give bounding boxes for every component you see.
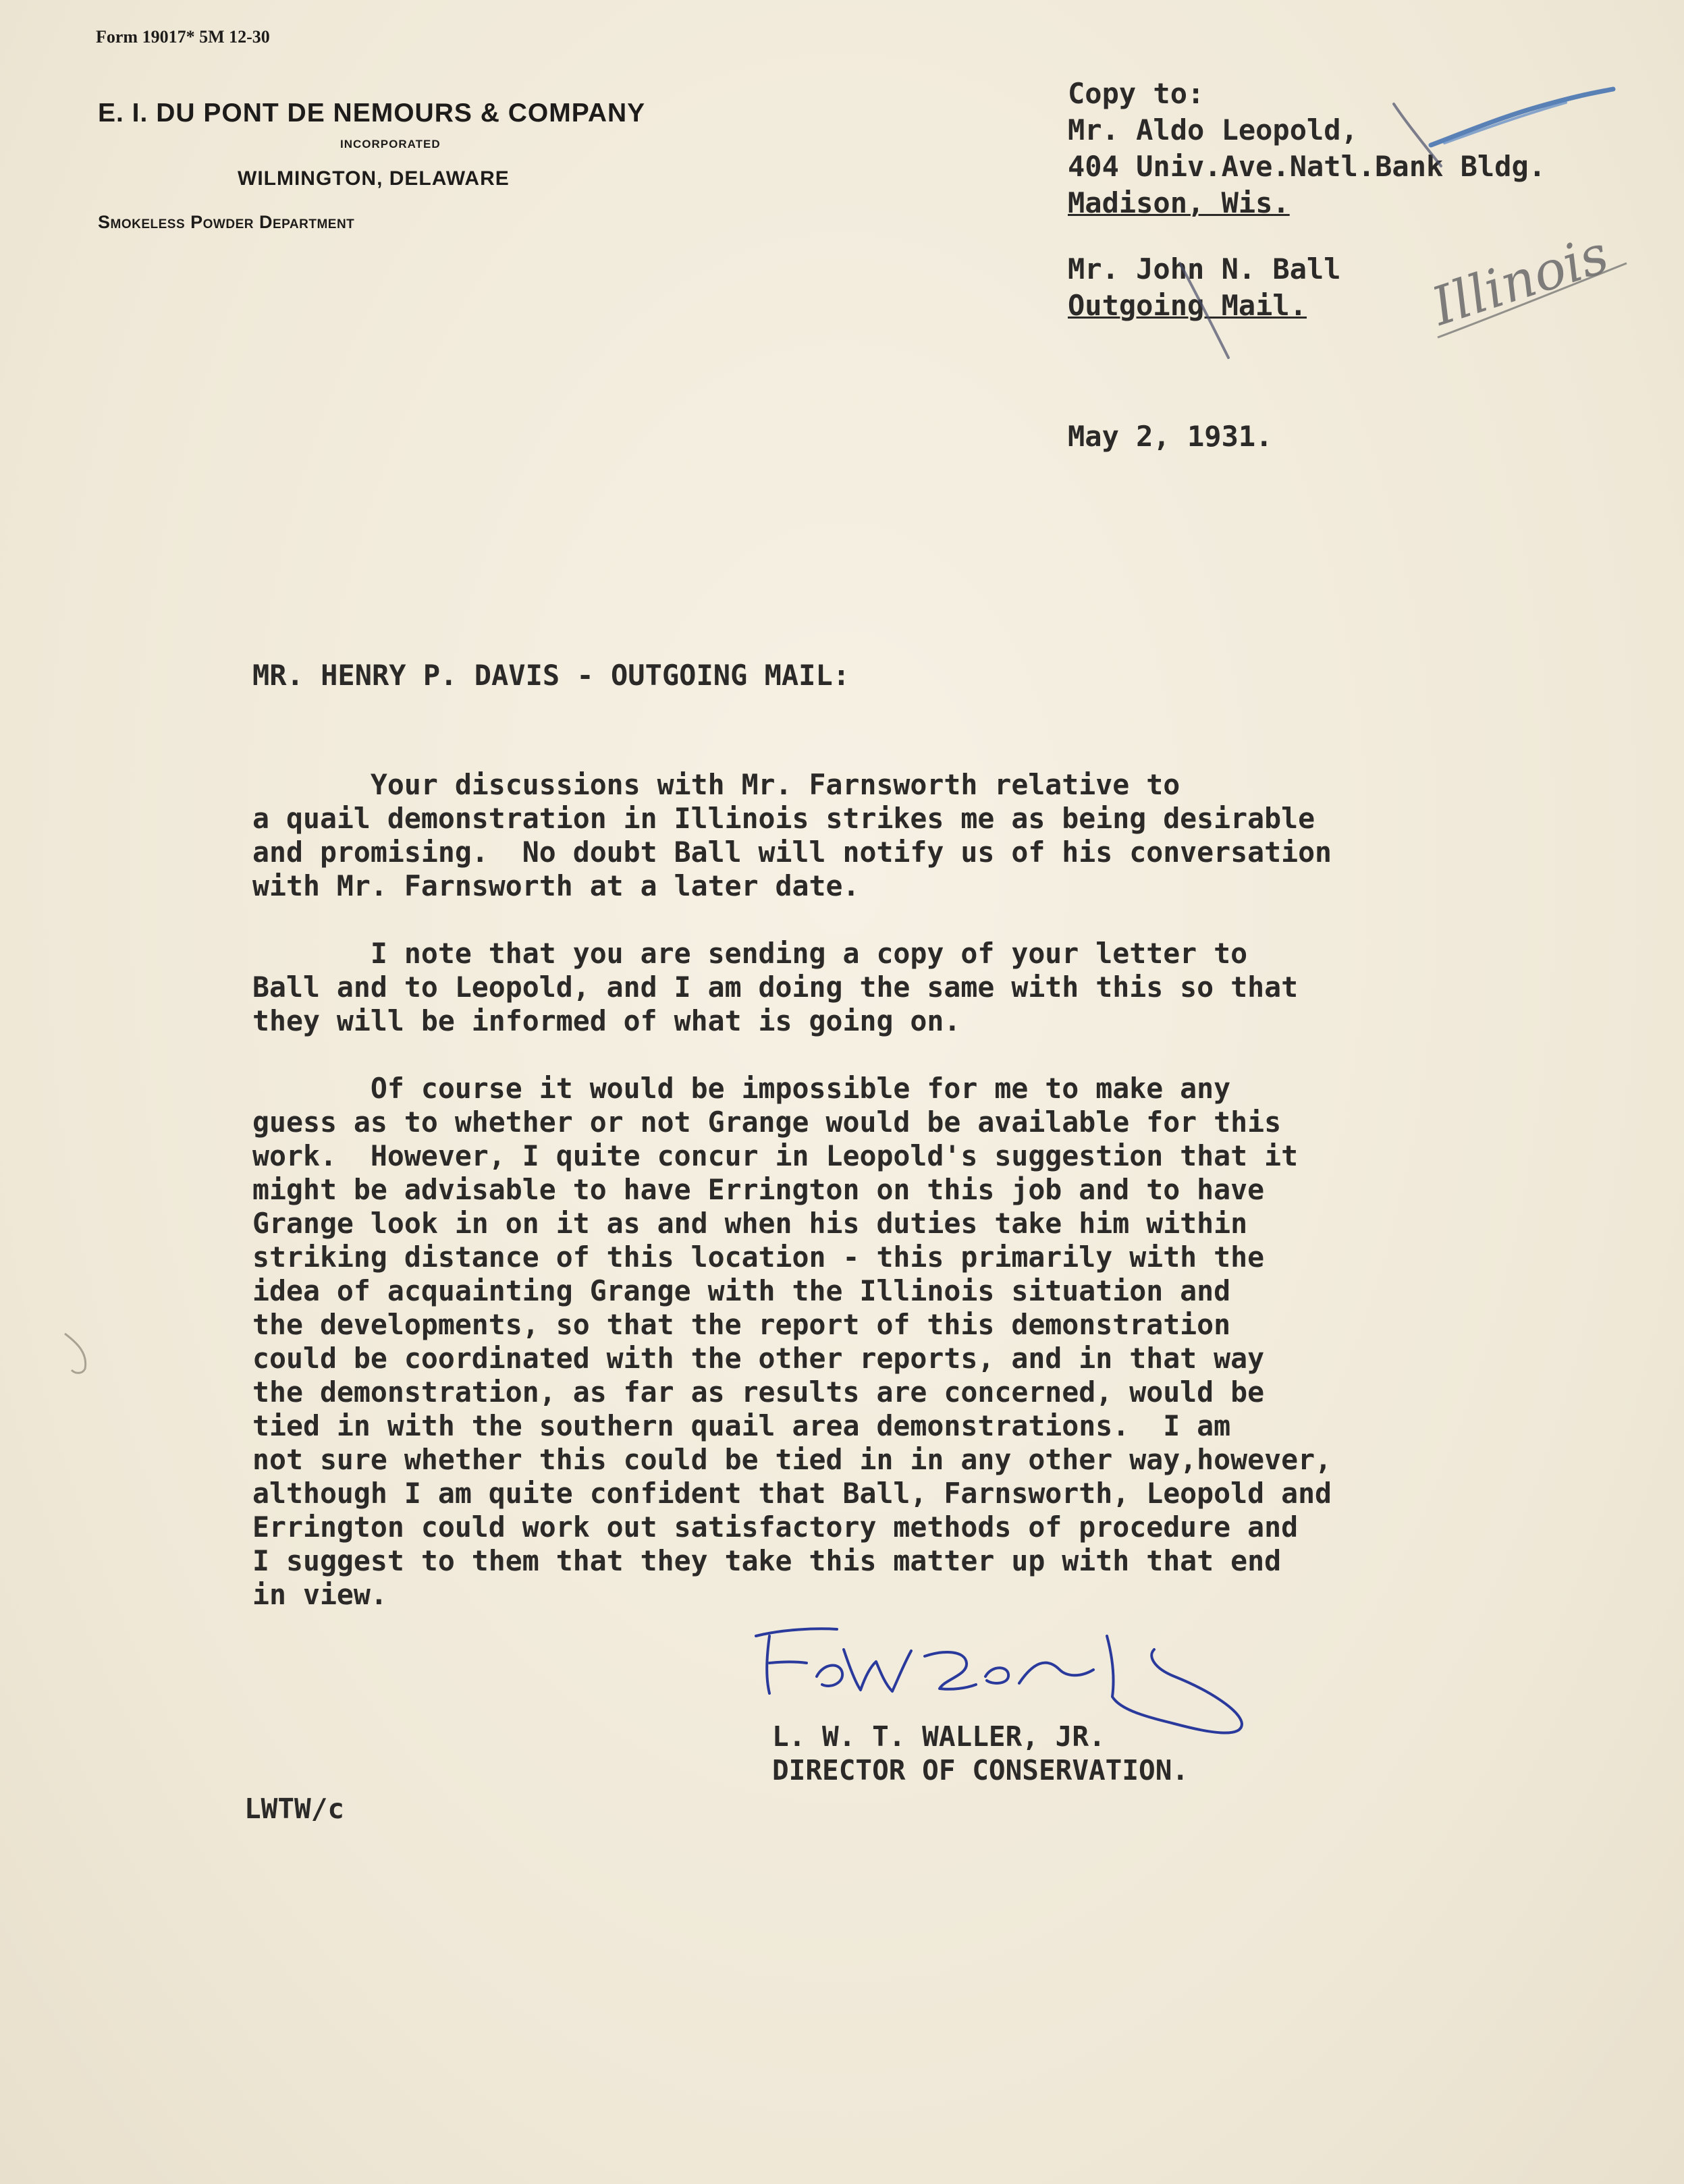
pencil-mark-icon: [1387, 90, 1461, 171]
handwritten-note-text: Illinois: [1425, 223, 1616, 338]
copy-recipient-leopold-city: Madison, Wis.: [1068, 186, 1290, 219]
body-line: although I am quite confident that Ball, Farnsworth, Leopold and: [252, 1477, 1332, 1510]
body-line: work. However, I quite concur in Leopold's suggestion that it: [252, 1139, 1299, 1172]
body-line: the developments, so that the report of this demonstration: [252, 1308, 1231, 1341]
body-line: I suggest to them that they take this matter up with that end: [252, 1544, 1282, 1577]
body-line: with Mr. Farnsworth at a later date.: [252, 869, 860, 902]
letter-body: [252, 768, 1332, 1645]
body-line: not sure whether this could be tied in in any other way,however,: [252, 1443, 1332, 1476]
paragraph: [252, 1072, 1332, 1612]
body-line: Of course it would be impossible for me to make any: [252, 1072, 1231, 1105]
company-city: WILMINGTON, DELAWARE: [238, 167, 510, 190]
signer-block: [772, 1720, 1189, 1787]
body-line: they will be informed of what is going on.: [252, 1004, 961, 1037]
body-line: tied in with the southern quail area demonstrations. I am: [252, 1409, 1231, 1442]
signer-name: L. W. T. WALLER, JR.: [772, 1720, 1106, 1753]
incorporated-label: INCORPORATED: [340, 138, 441, 151]
body-line: idea of acquainting Grange with the Illinois situation and: [252, 1274, 1231, 1307]
body-line: a quail demonstration in Illinois strikes me as being desirable: [252, 802, 1315, 835]
copy-to-heading: Copy to:: [1068, 77, 1205, 110]
body-line: Your discussions with Mr. Farnsworth relative to: [252, 768, 1180, 801]
body-line: might be advisable to have Errington on this job and to have: [252, 1173, 1265, 1206]
reference-initials: LWTW/c: [244, 1793, 345, 1825]
salutation: MR. HENRY P. DAVIS - OUTGOING MAIL:: [252, 659, 850, 692]
body-line: I note that you are sending a copy of your letter to: [252, 937, 1248, 970]
body-line: Grange look in on it as and when his duties take him within: [252, 1207, 1248, 1240]
signer-title: DIRECTOR OF CONSERVATION.: [772, 1754, 1189, 1786]
body-line: guess as to whether or not Grange would be available for this: [252, 1105, 1282, 1139]
company-department: Smokeless Powder Department: [98, 212, 355, 232]
company-name: E. I. DU PONT DE NEMOURS & COMPANY: [98, 99, 646, 128]
body-line: Ball and to Leopold, and I am doing the same with this so that: [252, 971, 1299, 1004]
form-code: Form 19017* 5M 12-30: [96, 27, 270, 47]
copy-recipient-ball-address: Outgoing Mail.: [1068, 289, 1307, 322]
copy-recipient-leopold: Mr. Aldo Leopold,: [1068, 113, 1358, 146]
copy-recipient-leopold-address: 404 Univ.Ave.Natl.Bank Bldg.: [1068, 150, 1546, 183]
letter-date: May 2, 1931.: [1068, 420, 1273, 453]
pencil-mark-icon: [1174, 256, 1242, 364]
body-line: and promising. No doubt Ball will notify us of his conversation: [252, 836, 1332, 869]
margin-mark-icon: [58, 1327, 99, 1381]
body-line: in view.: [252, 1578, 387, 1611]
body-line: the demonstration, as far as results are concerned, would be: [252, 1375, 1265, 1409]
paragraph: [252, 937, 1332, 1038]
body-line: could be coordinated with the other reports, and in that way: [252, 1342, 1265, 1375]
paragraph: [252, 768, 1332, 903]
copy-recipient-ball: Mr. John N. Ball: [1068, 252, 1341, 285]
handwritten-note: [1424, 223, 1640, 344]
body-line: striking distance of this location - this primarily with the: [252, 1240, 1265, 1274]
body-line: Errington could work out satisfactory methods of procedure and: [252, 1510, 1299, 1544]
